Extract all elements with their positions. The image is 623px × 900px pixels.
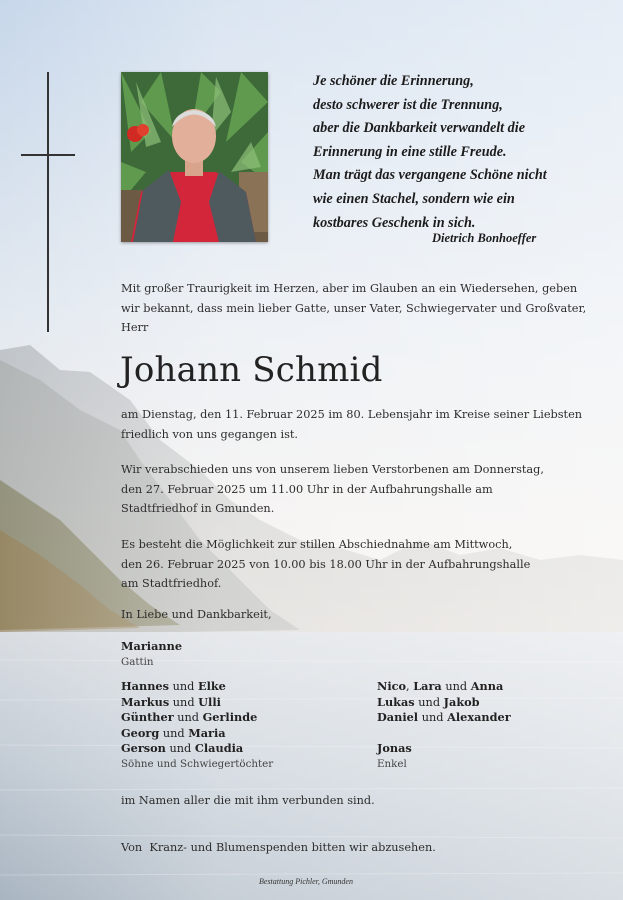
quote-author: Dietrich Bonhoeffer bbox=[432, 231, 537, 245]
grandchildren-block bbox=[377, 679, 511, 772]
viewing-line: den 26. Februar 2025 von 10.00 bis 18.00 Uhr in der Aufbahrungshalle bbox=[121, 557, 531, 571]
on-behalf-line: im Namen aller die mit ihm verbunden sind. bbox=[121, 794, 375, 807]
death-notice-line: am Dienstag, den 11. Februar 2025 im 80. Lebensjahr im Kreise seiner Liebsten bbox=[121, 408, 583, 421]
intro-line: Mit großer Traurigkeit im Herzen, aber im Glauben an ein Wiedersehen, geben bbox=[121, 282, 578, 295]
quote-line: Erinnerung in eine stille Freude. bbox=[313, 143, 507, 160]
farewell-line: Wir verabschieden uns von unserem lieben Verstorbenen am Donnerstag, bbox=[121, 463, 544, 476]
quote-line: Je schöner die Erinnerung, bbox=[313, 73, 474, 89]
children-role: Söhne und Schwiegertöchter bbox=[121, 757, 274, 770]
farewell-line: Stadtfriedhof in Gmunden. bbox=[121, 502, 275, 515]
children-pair: Georg und Maria bbox=[121, 725, 226, 740]
death-notice-line: friedlich von uns gegangen ist. bbox=[121, 427, 299, 441]
portrait-photo bbox=[121, 72, 268, 242]
viewing-line: Es besteht die Möglichkeit zur stillen Abschiednahme am Mittwoch, bbox=[121, 538, 513, 551]
intro-line: Herr bbox=[121, 321, 149, 334]
cross-horizontal-bar bbox=[21, 154, 75, 156]
viewing-line: am Stadtfriedhof. bbox=[121, 577, 222, 590]
death-notice-paragraph bbox=[121, 405, 582, 444]
deceased-name: Johann Schmid bbox=[120, 350, 383, 390]
grandchildren-line: Nico, Lara und Anna bbox=[377, 679, 504, 693]
quote-line: wie einen Stachel, sondern wie ein bbox=[313, 190, 515, 207]
portrait-illustration bbox=[121, 72, 268, 242]
grandchildren-line: Lukas und Jakob bbox=[377, 694, 480, 709]
widow-name: Marianne bbox=[121, 639, 183, 653]
funeral-home-credit: Bestattung Pichler, Gmunden bbox=[259, 877, 353, 886]
children-pair: Markus und Ulli bbox=[121, 694, 221, 709]
farewell-line: den 27. Februar 2025 um 11.00 Uhr in der Aufbahrungshalle am bbox=[121, 482, 493, 496]
quote-line: Man trägt das vergangene Schöne nicht bbox=[313, 167, 547, 184]
grandchildren-role: Enkel bbox=[377, 757, 407, 770]
widow-role: Gattin bbox=[121, 655, 154, 668]
cross-vertical-bar bbox=[47, 72, 49, 332]
intro-line: wir bekannt, dass mein lieber Gatte, unser Vater, Schwiegervater und Großvater, bbox=[121, 301, 587, 315]
intro-paragraph bbox=[121, 279, 586, 338]
widow-block bbox=[121, 639, 182, 670]
quote-line: aber die Dankbarkeit verwandelt die bbox=[313, 120, 526, 137]
memorial-quote bbox=[313, 70, 593, 235]
children-pair: Gerson und Claudia bbox=[121, 741, 244, 755]
grandchildren-line: Jonas bbox=[377, 741, 412, 755]
no-flowers-line: Von Kranz- und Blumenspenden bitten wir abzusehen. bbox=[121, 841, 436, 854]
quote-line: kostbares Geschenk in sich. bbox=[313, 214, 476, 231]
quote-line: desto schwerer ist die Trennung, bbox=[313, 96, 503, 113]
grandchildren-line: Daniel und Alexander bbox=[377, 710, 511, 724]
farewell-paragraph bbox=[121, 460, 544, 519]
children-block bbox=[121, 679, 273, 772]
viewing-paragraph bbox=[121, 535, 530, 594]
children-pair: Günther und Gerlinde bbox=[121, 710, 258, 724]
closing-greeting: In Liebe und Dankbarkeit, bbox=[121, 608, 272, 621]
children-pair: Hannes und Elke bbox=[121, 679, 226, 693]
